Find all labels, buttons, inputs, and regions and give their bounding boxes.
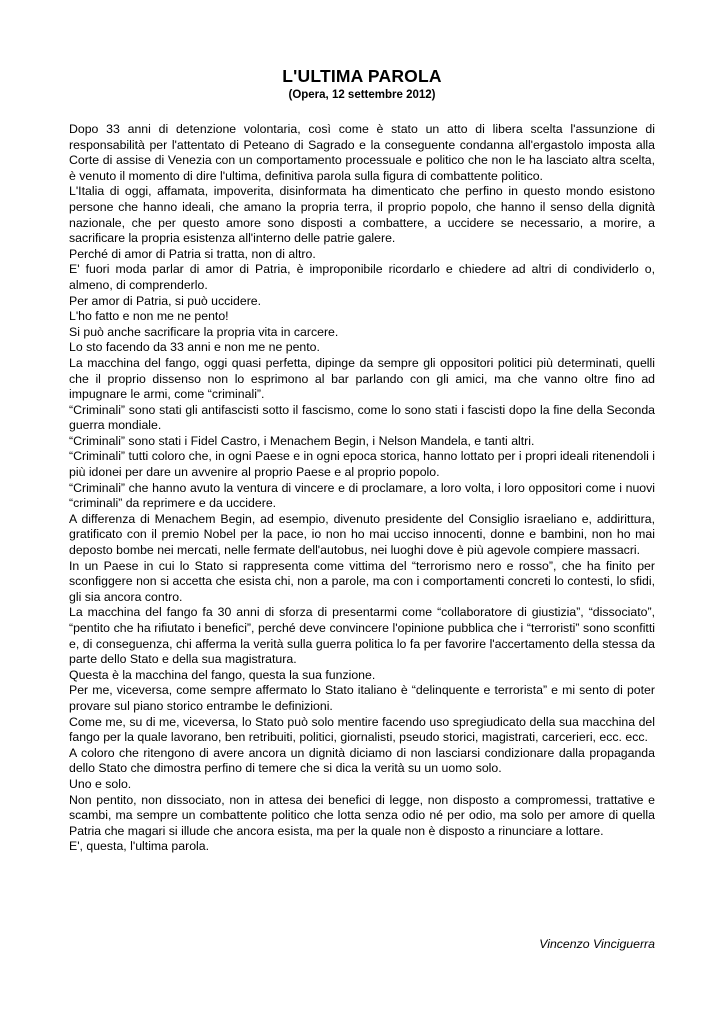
body-paragraph: Questa è la macchina del fango, questa la sua funzione. [69,667,376,682]
body-paragraph: “Criminali” che hanno avuto la ventura di vincere e di proclamare, a loro volta, i loro oppositori come i nuovi “criminali” da reprimere e da uccidere. [69,480,655,511]
body-paragraph: Dopo 33 anni di detenzione volontaria, così come è stato un atto di libera scelta l'assunzione di responsabilità per l'attentato di Peteano di Sagrado e la conseguente condanna all'ergastolo imposta alla Corte di assise di Venezia con un comportamento processuale e politico che non le ha lasciato altra scelta, è venuto il momento di dire l'ultima, definitiva parola sulla figura di combattente politico. [69,122,655,183]
body-paragraph: A coloro che ritengono di avere ancora un dignità diciamo di non lasciarsi condizionare dalla propaganda dello Stato che dimostra perfino di temere che si dica la verità su un uomo solo. [69,745,655,776]
document-body [69,122,655,855]
body-paragraph: La macchina del fango, oggi quasi perfetta, dipinge da sempre gli oppositori politici più determinati, quelli che il proprio dissenso non lo esprimono al bar parlando con gli amici, ma che vanno oltre fino ad impugnare le armi, come “criminali”. [69,355,655,402]
body-paragraph: Non pentito, non dissociato, non in attesa dei benefici di legge, non disposto a compromessi, trattative e scambi, ma sempre un combattente politico che lotta senza odio né per odio, ma solo per amore di quella Patria che magari si illude che ancora esista, ma per la quale non è disposto a rinunciare a lottare. [69,792,655,838]
body-paragraph: Uno e solo. [69,776,132,791]
body-paragraph: Per amor di Patria, si può uccidere. [69,293,262,308]
body-paragraph: In un Paese in cui lo Stato si rappresenta come vittima del “terrorismo nero e rosso”, che ha finito per sconfiggere non si accetta che esista chi, non a parole, ma con i comportamenti concreti lo contesti, lo sfidi, gli sia ancora contro. [69,558,655,604]
signature: Vincenzo Vinciguerra [539,937,655,951]
body-paragraph: “Criminali” sono stati i Fidel Castro, i Menachem Begin, i Nelson Mandela, e tanti altri. [69,433,535,448]
body-paragraph: E', questa, l'ultima parola. [69,839,210,854]
body-paragraph: Per me, viceversa, come sempre affermato lo Stato italiano è “delinquente e terrorista” e mi sento di poter provare sul piano storico entrambe le definizioni. [69,683,655,713]
body-paragraph: “Criminali” tutti coloro che, in ogni Paese e in ogni epoca storica, hanno lottato per i propri ideali ritenendoli i più idonei per dare un avvenire al proprio Paese e al proprio popolo. [69,449,655,480]
body-paragraph: Si può anche sacrificare la propria vita in carcere. [69,324,339,339]
document-subtitle: (Opera, 12 settembre 2012) [288,89,436,101]
body-paragraph: L'Italia di oggi, affamata, impoverita, disinformata ha dimenticato che perfino in questo mondo esistono persone che hanno ideali, che amano la propria terra, il proprio popolo, che hanno il senso della dignità nazionale, che per questo amore sono disposti a combattere, a uccidere se necessario, a morire, a sacrificare la propria esistenza all'interno delle patrie galere. [69,184,655,246]
body-paragraph: L'ho fatto e non me ne pento! [69,309,229,324]
body-paragraph: E' fuori moda parlar di amor di Patria, è improponibile ricordarlo e chiedere ad altri di condividerlo o, almeno, di comprenderlo. [69,262,655,292]
body-paragraph: Come me, su di me, viceversa, lo Stato può solo mentire facendo uso spregiudicato della sua macchina del fango per la quale lavorano, ben retribuiti, politici, giornalisti, pseudo storici, magistrati, carcerieri, ecc. ecc. [69,714,655,745]
body-paragraph: Lo sto facendo da 33 anni e non me ne pento. [69,340,320,355]
body-paragraph: A differenza di Menachem Begin, ad esempio, divenuto presidente del Consiglio israeliano e, addirittura, gratificato con il premio Nobel per la pace, io non ho mai ucciso innocenti, donne e bambini, non ho mai deposto bombe nei mercati, nelle fermate dell'autobus, nei luoghi dove è più agevole compiere massacri. [69,511,655,558]
document-title: L'ULTIMA PAROLA [282,66,442,86]
body-paragraph: “Criminali” sono stati gli antifascisti sotto il fascismo, come lo sono stati i fascisti dopo la fine della Seconda guerra mondiale. [69,402,655,433]
body-paragraph: La macchina del fango fa 30 anni di sforza di presentarmi come “collaboratore di giustizia”, “dissociato”, “pentito che ha rifiutato i benefici”, perché deve convincere l'opinione pubblica che i “terroristi” sono sconfitti e, di conseguenza, chi afferma la verità sulla guerra politica lo fa per favorire l'accertamento della stessa da parte dello Stato e della sua magistratura. [69,605,655,667]
body-paragraph: Perché di amor di Patria si tratta, non di altro. [69,246,316,261]
